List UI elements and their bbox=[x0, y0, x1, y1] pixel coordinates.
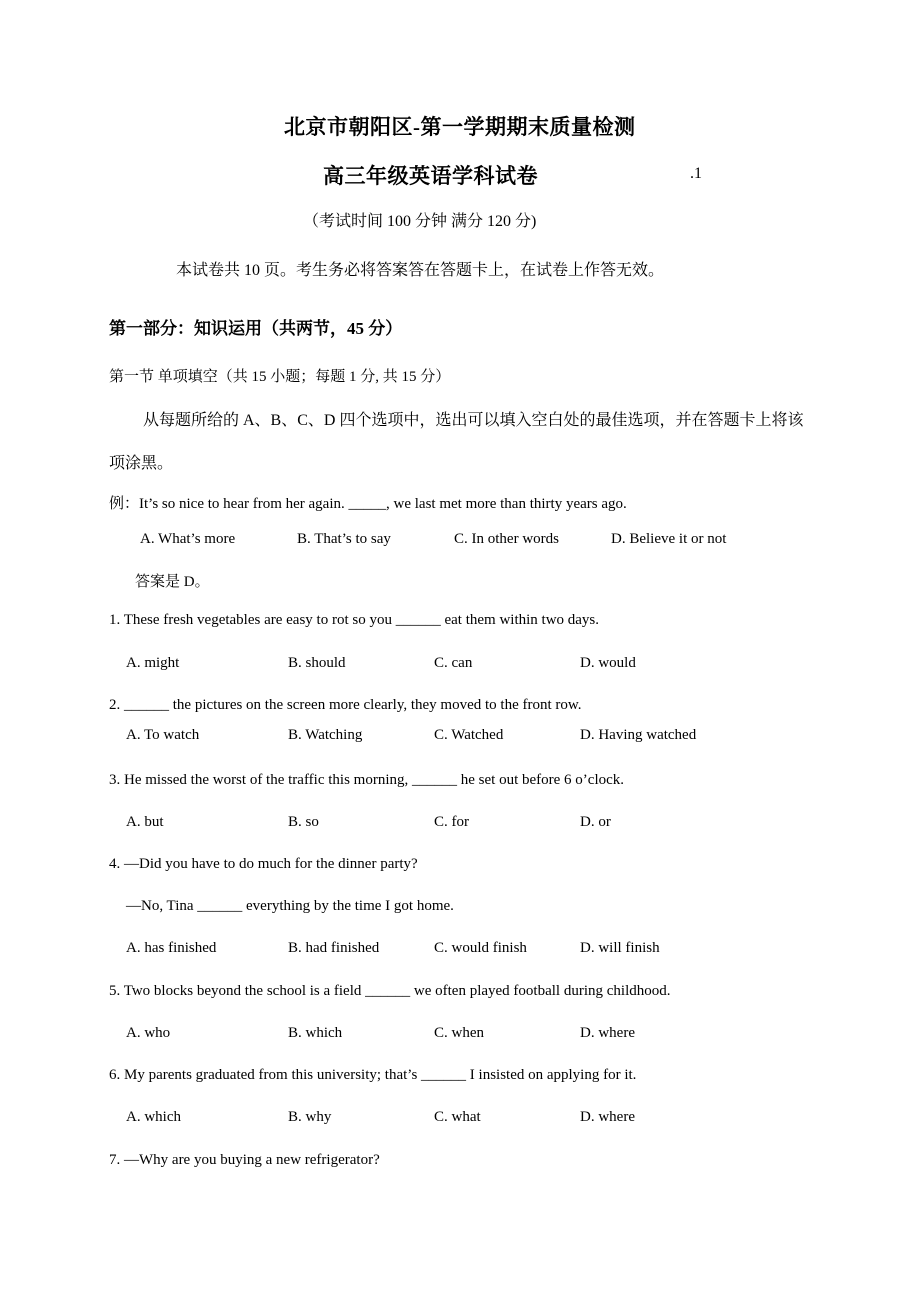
question-stem: 7. —Why are you buying a new refrigerator? bbox=[109, 1152, 380, 1168]
part1-heading: 第一部分：知识运用（共两节，45 分） bbox=[109, 319, 403, 338]
directions-line1: 从每题所给的 A、B、C、D 四个选项中，选出可以填入空白处的最佳选项，并在答题卡上将该 bbox=[143, 412, 804, 429]
option-b: B. why bbox=[288, 1109, 332, 1125]
option-b: B. Watching bbox=[288, 727, 363, 743]
option-c: C. can bbox=[434, 655, 473, 671]
question-stem: 5. Two blocks beyond the school is a field ______ we often played football during childhood. bbox=[109, 983, 671, 999]
example-answer: 答案是 D。 bbox=[135, 574, 210, 590]
question-stem-reply: —No, Tina ______ everything by the time I got home. bbox=[126, 898, 454, 914]
example-stem: 例：It’s so nice to hear from her again. _____, we last met more than thirty years ago. bbox=[109, 496, 627, 512]
question-stem: 3. He missed the worst of the traffic this morning, ______ he set out before 6 o’clock. bbox=[109, 772, 625, 788]
question-stem: 4. —Did you have to do much for the dinner party? bbox=[109, 856, 418, 872]
option-b: B. so bbox=[288, 814, 319, 830]
question-stem: 1. These fresh vegetables are easy to rot so you ______ eat them within two days. bbox=[109, 612, 600, 628]
option-c: C. Watched bbox=[434, 727, 504, 743]
exam-info: （考试时间 100 分钟 满分 120 分) bbox=[303, 213, 537, 230]
option-d: D. would bbox=[580, 655, 636, 671]
option-c: C. when bbox=[434, 1025, 484, 1041]
example-option-a: A. What’s more bbox=[140, 531, 236, 547]
option-a: A. who bbox=[126, 1025, 171, 1041]
option-d: D. Having watched bbox=[580, 727, 697, 743]
option-d: D. will finish bbox=[580, 940, 660, 956]
example-option-c: C. In other words bbox=[454, 531, 559, 547]
option-b: B. should bbox=[288, 655, 346, 671]
option-a: A. To watch bbox=[126, 727, 200, 743]
option-d: D. or bbox=[580, 814, 611, 830]
exam-date: .1 bbox=[690, 165, 702, 182]
section1-heading: 第一节 单项填空（共 15 小题；每题 1 分, 共 15 分） bbox=[109, 369, 451, 385]
exam-title: 北京市朝阳区-第一学期期末质量检测 bbox=[284, 115, 636, 139]
option-d: D. where bbox=[580, 1109, 635, 1125]
directions-line2: 项涂黑。 bbox=[109, 455, 174, 472]
example-option-b: B. That’s to say bbox=[297, 531, 391, 547]
exam-subtitle: 高三年级英语学科试卷 bbox=[323, 164, 538, 188]
exam-instructions: 本试卷共 10 页。考生务必将答案答在答题卡上，在试卷上作答无效。 bbox=[176, 262, 665, 279]
option-c: C. what bbox=[434, 1109, 481, 1125]
option-c: C. for bbox=[434, 814, 469, 830]
option-b: B. which bbox=[288, 1025, 343, 1041]
question-stem: 6. My parents graduated from this university; that’s ______ I insisted on applying for it. bbox=[109, 1067, 637, 1083]
option-c: C. would finish bbox=[434, 940, 527, 956]
option-b: B. had finished bbox=[288, 940, 380, 956]
option-a: A. but bbox=[126, 814, 164, 830]
question-stem: 2. ______ the pictures on the screen more clearly, they moved to the front row. bbox=[109, 697, 582, 713]
option-d: D. where bbox=[580, 1025, 635, 1041]
option-a: A. which bbox=[126, 1109, 181, 1125]
option-a: A. has finished bbox=[126, 940, 217, 956]
option-a: A. might bbox=[126, 655, 180, 671]
example-option-d: D. Believe it or not bbox=[611, 531, 727, 547]
